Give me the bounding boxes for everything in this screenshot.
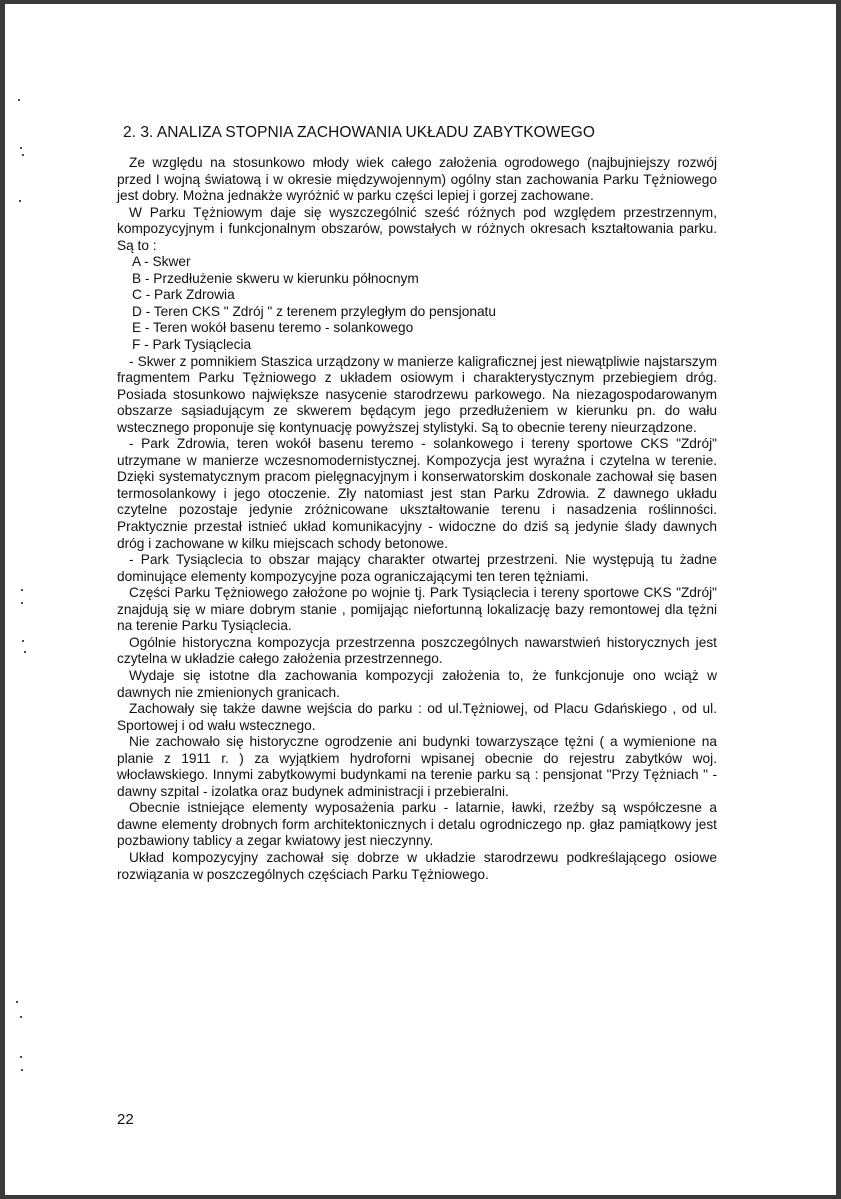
- document-page: [5, 4, 836, 1195]
- scan-speck: [21, 1069, 23, 1071]
- paragraph: W Parku Tężniowym daje się wyszczególnić sześć różnych pod względem przestrzennym, kompozycyjnym i funkcjonalnym obszarów, powstałych w różnych okresach kształtowania parku. Są to :: [117, 204, 717, 253]
- list-item: B - Przedłużenie skweru w kierunku północnym: [132, 270, 419, 286]
- scan-speck: [20, 147, 22, 149]
- paragraph: Nie zachowało się historyczne ogrodzenie ani budynki towarzyszące tężni ( a wymienione na planie z 1911 r. ) za wyjątkiem hydroforni wpisanej obecnie do rejestru zabytków woj. włocławskiego. Innymi zabytkowymi budynkami na terenie parku są : pensjonat "Przy Tężniach " - dawny szpital - izolatka oraz budynek administracji i przebieralni.: [117, 734, 717, 799]
- paragraph: - Skwer z pomnikiem Staszica urządzony w manierze kaligraficznej jest niewątpliwie najstarszym fragmentem Parku Tężniowego z układem osiowym i charakterystycznym przebiegiem dróg. Posiada stosunkowo największe nasycenie starodrzewu parkowego. Na niezagospodarowanym obszarze sąsiadującym ze skwerem będącym jego przedłużeniem w kierunku pn. do wału wstecznego proponuje się kontynuację powyższej stylistyki. Są to obecnie tereny nieurządzone.: [117, 353, 717, 435]
- scan-speck: [20, 1056, 22, 1058]
- scan-speck: [16, 1001, 18, 1003]
- list-item: C - Park Zdrowia: [132, 287, 235, 303]
- paragraph: Wydaje się istotne dla zachowania kompozycji założenia to, że funkcjonuje ono wciąż w dawnych nie zmienionych granicach.: [117, 667, 717, 700]
- paragraph: Układ kompozycyjny zachował się dobrze w układzie starodrzewu podkreślającego osiowe rozwiązania w poszczególnych częściach Parku Tężniowego.: [117, 849, 717, 882]
- scan-speck: [22, 154, 24, 156]
- page-number: 22: [117, 1111, 134, 1128]
- paragraph: Obecnie istniejące elementy wyposażenia parku - latarnie, ławki, rzeźby są współczesne a dawne elementy drobnych form architektonicznych i detalu ogrodniczego np. głaz pamiątkowy jest pozbawiony tablicy a zegar kwiatowy jest nieczynny.: [117, 800, 717, 849]
- section-heading: 2. 3. ANALIZA STOPNIA ZACHOWANIA UKŁADU ZABYTKOWEGO: [123, 124, 595, 141]
- scan-speck: [21, 589, 23, 591]
- paragraph: Ze względu na stosunkowo młody wiek całego założenia ogrodowego (najbujniejszy rozwój przed I wojną światową i w okresie międzywojennym) ogólny stan zachowania Parku Tężniowego jest dobry. Można jednakże wyróżnić w parku części lepiej i gorzej zachowane.: [117, 155, 717, 204]
- list-item: E - Teren wokół basenu teremo - solankowego: [132, 320, 414, 336]
- paragraph: - Park Tysiąclecia to obszar mający charakter otwartej przestrzeni. Nie występują tu żadne dominujące elementy kompozycyjne poza ograniczającymi ten teren tężniami.: [117, 552, 717, 584]
- document-body: [117, 155, 717, 883]
- list-item: D - Teren CKS " Zdrój " z terenem przyległym do pensjonatu: [132, 303, 496, 319]
- paragraph: Zachowały się także dawne wejścia do parku : od ul.Tężniowej, od Placu Gdańskiego , od ul. Sportowej i od wału wstecznego.: [117, 701, 717, 733]
- paragraph: Ogólnie historyczna kompozycja przestrzenna poszczególnych nawarstwień historycznych jest czytelna w układzie całego założenia przestrzennego.: [117, 634, 717, 667]
- scan-speck: [22, 640, 24, 642]
- list-item: F - Park Tysiąclecia: [132, 337, 252, 353]
- paragraph: Części Parku Tężniowego założone po wojnie tj. Park Tysiąclecia i tereny sportowe CKS "Zdrój" znajdują się w miare dobrym stanie , pomijając niefortunną lokalizację bazy remontowej dla tężni na terenie Parku Tysiąclecia.: [117, 585, 717, 634]
- paragraph: - Park Zdrowia, teren wokół basenu teremo - solankowego i tereny sportowe CKS "Zdrój" utrzymane w manierze wczesnomodernistycznej. Kompozycja jest wyraźna i czytelna w terenie. Dzięki systematycznym pracom pielęgnacyjnym i konserwatorskim doskonale zachował się basen termosolankowy i jego otoczenie. Zły natomiast jest stan Parku Zdrowia. Z dawnego układu czytelne pozostaje jedynie zróżnicowane ukształtowanie terenu i nasadzenia roślinności. Praktycznie przestał istnieć układ komunikacyjny - widoczne do dziś są jedynie ślady dawnych dróg i zachowane w kilku miejscach schody betonowe.: [117, 436, 717, 551]
- scan-speck: [24, 651, 26, 653]
- scan-speck: [20, 1016, 22, 1018]
- scan-speck: [19, 200, 21, 202]
- scan-speck: [18, 99, 20, 101]
- list-item: A - Skwer: [132, 254, 191, 270]
- scan-speck: [21, 602, 23, 604]
